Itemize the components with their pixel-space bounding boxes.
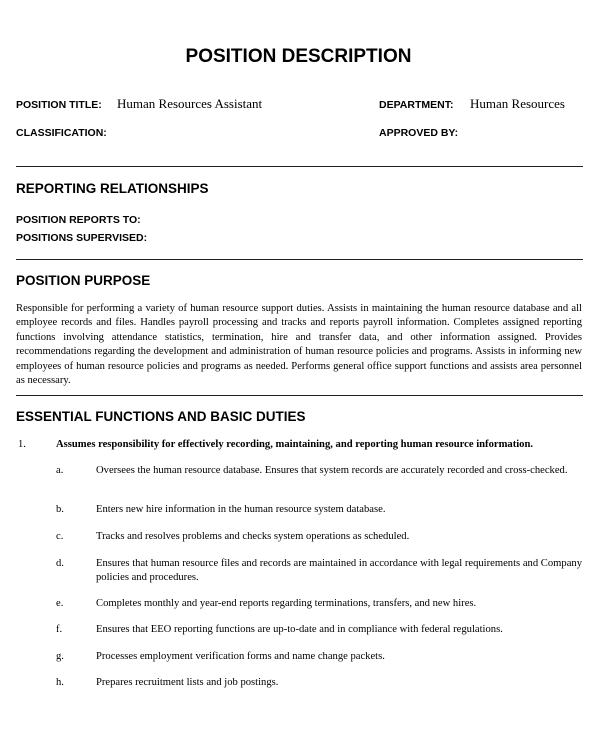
list-item-text: Enters new hire information in the human resource system database. bbox=[96, 504, 386, 515]
list-item-letter: e. bbox=[56, 598, 64, 609]
list-item-letter: d. bbox=[56, 558, 64, 569]
list-item-text: Ensures that human resource files and records are maintained in accordance with legal requirements and Company policies and procedures. bbox=[96, 558, 582, 584]
purpose-heading: POSITION PURPOSE bbox=[16, 273, 151, 288]
list-item-letter: f. bbox=[56, 624, 63, 635]
positions-supervised-label: POSITIONS SUPERVISED: bbox=[16, 232, 148, 244]
department-value: Human Resources bbox=[470, 96, 565, 111]
list-item-text: Processes employment verification forms and name change packets. bbox=[96, 651, 385, 662]
section-divider bbox=[16, 395, 583, 396]
list-item-text: Completes monthly and year-end reports regarding terminations, transfers, and new hires. bbox=[96, 598, 477, 609]
section-divider bbox=[16, 166, 583, 167]
reporting-heading: REPORTING RELATIONSHIPS bbox=[16, 181, 209, 196]
list-item bbox=[56, 557, 586, 587]
list-item-letter: c. bbox=[56, 531, 64, 542]
classification-label: CLASSIFICATION: bbox=[16, 127, 107, 139]
duties-heading: ESSENTIAL FUNCTIONS AND BASIC DUTIES bbox=[16, 409, 306, 424]
list-item-text: Prepares recruitment lists and job postings. bbox=[96, 677, 279, 688]
reports-to-label: POSITION REPORTS TO: bbox=[16, 214, 141, 226]
list-item bbox=[56, 597, 586, 613]
duty-text: Assumes responsibility for effectively recording, maintaining, and reporting human resource information. bbox=[56, 439, 534, 450]
list-item-text: Tracks and resolves problems and checks system operations as scheduled. bbox=[96, 531, 410, 542]
duty-number: 1. bbox=[18, 439, 26, 450]
purpose-paragraph: Responsible for performing a variety of human resource support duties. Assists in maintaining the human resource database and all employee records and files. Handles payroll processing and tracks and reports payroll information. Completes assigned reporting functions involving attendance statistics, termination, hire and transfer data, and other information assigned. Provides recommendations regarding the development and administration of human resource policies and programs. Assists in informing new employees of human resource policies and programs as needed. Performs general office support functions and assists area personnel as necessary. bbox=[16, 303, 582, 387]
list-item bbox=[56, 464, 586, 494]
list-item bbox=[56, 676, 586, 692]
position-title-value: Human Resources Assistant bbox=[117, 96, 263, 111]
position-title-label: POSITION TITLE: bbox=[16, 99, 102, 111]
list-item bbox=[56, 623, 586, 639]
list-item-letter: h. bbox=[56, 677, 64, 688]
list-item-text: Oversees the human resource database. Ensures that system records are accurately recorded and cross-checked. bbox=[96, 465, 568, 476]
list-item-letter: a. bbox=[56, 465, 64, 476]
list-item-letter: g. bbox=[56, 651, 64, 662]
approved-by-label: APPROVED BY: bbox=[379, 127, 459, 139]
list-item bbox=[56, 530, 586, 546]
department-label: DEPARTMENT: bbox=[379, 99, 454, 111]
list-item bbox=[56, 503, 586, 519]
list-item-text: Ensures that EEO reporting functions are up-to-date and in compliance with federal regulations. bbox=[96, 624, 503, 635]
section-divider bbox=[16, 259, 583, 260]
list-item bbox=[56, 650, 586, 666]
list-item-letter: b. bbox=[56, 504, 64, 515]
page-title: POSITION DESCRIPTION bbox=[185, 46, 412, 67]
